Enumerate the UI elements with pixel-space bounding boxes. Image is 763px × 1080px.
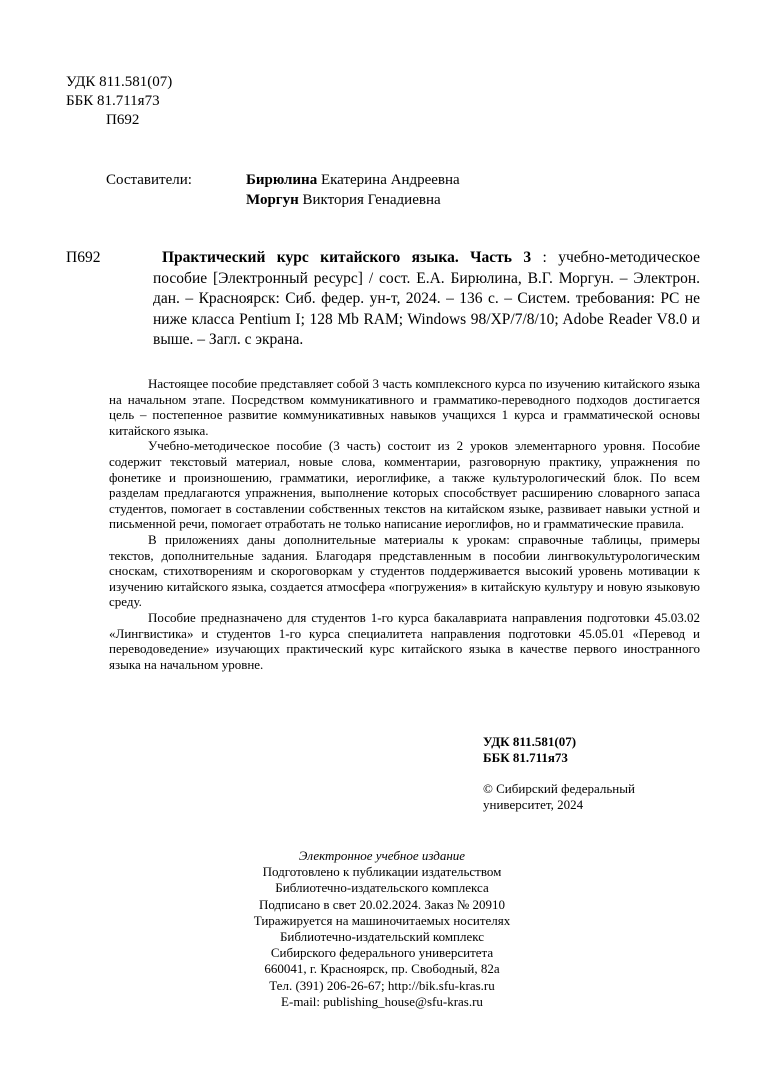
classification-udk: УДК 811.581(07) [483, 734, 577, 749]
classification-block [483, 734, 576, 766]
description-code: П692 [66, 249, 101, 266]
header-bbk: ББК 81.711я73 [66, 93, 160, 109]
header-classification [66, 73, 172, 130]
header-code: П692 [106, 112, 140, 128]
compiler-1-name: Екатерина Андреевна [317, 172, 460, 188]
imprint-line: Подписано в свет 20.02.2024. Заказ № 20910 [258, 896, 506, 912]
abstract-paragraph: Учебно-методическое пособие (3 часть) состоит из 2 уроков элементарного уровня. Пособие содержит текстовый материал, новые слова, комментарии, разговорную практику, упражнения по фонетике и произношению, грамматики, иероглифике, а также культурологический блок. По всем разделам предлагаются упражнения, выполнение которых способствует расширению словарного запаса студентов, помогает в составлении собственных текстов на китайском языке, развивает навыки устной и письменной речи, помогает отработать не только написание иероглифов, но и грамматические правила. [109, 438, 700, 532]
classification-bbk: ББК 81.711я73 [483, 750, 568, 765]
compiler-1-surname: Бирюлина [246, 172, 318, 188]
abstract-paragraph: Пособие предназначено для студентов 1-го курса бакалавриата направления подготовки 45.03.02 «Лингвистика» и студентов 1-го курса специалитета направления подготовки 45.05.01 «Перевод и переводоведение» изучающих практический курс китайского языка в качестве первого иностранного языка на начальном уровне. [109, 609, 700, 672]
imprint [182, 848, 582, 1010]
compiler-1 [246, 170, 460, 190]
copyright-line-2: университет, 2024 [483, 797, 584, 812]
abstract-paragraph: В приложениях даны дополнительные материалы к урокам: справочные таблицы, примеры текстов, дополнительные задания. Благодаря представленным в пособии лингвокультурологическим сноскам, стихотворениям и скороговоркам у студентов поддерживается высокий уровень мотивации к изучению китайского языка, создается атмосфера «погружения» в китайскую культуру и новую языковую среду. [109, 531, 700, 610]
imprint-line: Тиражируется на машиночитаемых носителях [253, 912, 511, 928]
abstract-paragraph: Настоящее пособие представляет собой 3 часть комплексного курса по изучению китайского языка на начальном этапе. Посредством коммуникативного и грамматико-переводного подходов достигается цель – постепенное развитие коммуникативных навыков учащихся 1 курса и грамматической основы китайского языка. [109, 376, 700, 438]
imprint-address: 660041, г. Красноярск, пр. Свободный, 82а [264, 961, 500, 977]
description-text: : учебно-методическое пособие [Электронный ресурс] / сост. Е.А. Бирюлина, В.Г. Моргун. – Электрон. дан. – Красноярск: Сиб. федер. ун-т, 2024. – 136 с. – Систем. требования: PC не ниже класса Pentium I; 128 Mb RAM; Windows 98/XP/7/8/10; Adobe Reader V8.0 и выше. – Загл. с экрана. [153, 249, 700, 348]
compilers-label: Составители: [106, 172, 192, 188]
edition-type: Электронное учебное издание [298, 848, 466, 863]
imprint-phone-website: Тел. (391) 206-26-67; http://bik.sfu-kras.ru [269, 977, 495, 993]
imprint-line: Подготовлено к публикации издательством [262, 864, 502, 880]
header-udk: УДК 811.581(07) [66, 74, 173, 90]
imprint-line: Сибирского федерального университета [270, 945, 494, 961]
imprint-email: E-mail: publishing_house@sfu-kras.ru [281, 993, 483, 1009]
imprint-line: Библиотечно-издательский комплекс [279, 929, 485, 945]
abstract [109, 376, 700, 672]
copyright [483, 781, 635, 813]
copyright-line-1: © Сибирский федеральный [483, 781, 635, 796]
book-title: Практический курс китайского языка. Часть 3 [162, 249, 532, 266]
compiler-2-name: Виктория Генадиевна [298, 192, 441, 208]
compiler-2 [246, 190, 441, 210]
imprint-line: Библиотечно-издательского комплекса [275, 880, 489, 896]
compiler-2-surname: Моргун [246, 192, 299, 208]
bibliographic-description [153, 248, 700, 351]
